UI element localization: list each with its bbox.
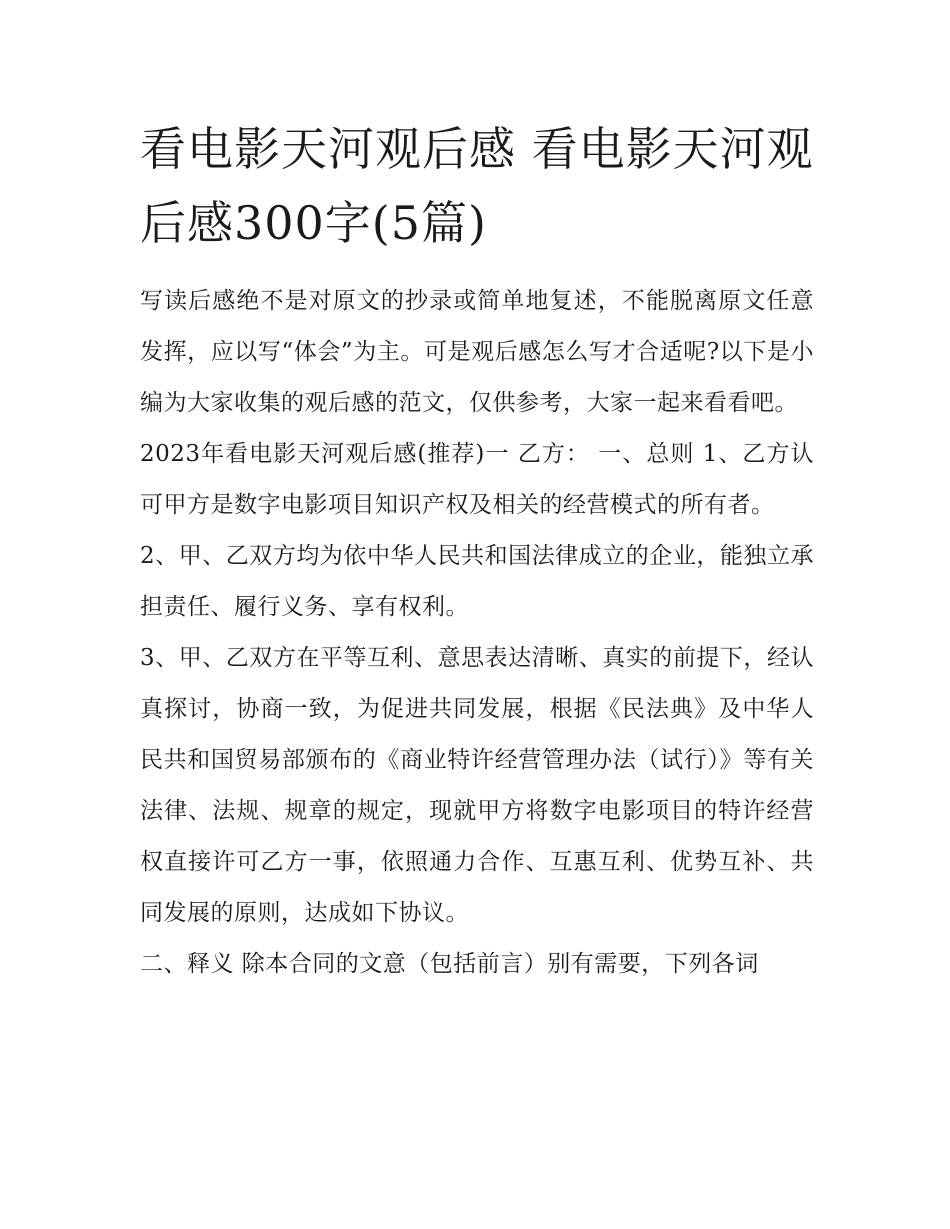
document-page xyxy=(140,112,814,990)
paragraph-definitions: 二、释义 除本合同的文意（包括前言）别有需要，下列各词 xyxy=(140,951,759,977)
paragraph-intro: 写读后感绝不是对原文的抄录或简单地复述，不能脱离原文任意发挥，应以写“体会”为主。可是观后感怎么写才合适呢?以下是小编为大家收集的观后感的范文，仅供参考，大家一起来看看吧。 xyxy=(140,288,814,416)
paragraph-general-terms: 2023年看电影天河观后感(推荐)一 乙方： 一、总则 1、乙方认可甲方是数字电影项目知识产权及相关的经营模式的所有者。 xyxy=(140,441,814,518)
document-title: 看电影天河观后感 看电影天河观后感300字(5篇) xyxy=(140,122,814,250)
paragraph-clause-2: 2、甲、乙双方均为依中华人民共和国法律成立的企业，能独立承担责任、履行义务、享有权利。 xyxy=(140,543,814,620)
paragraph-clause-3: 3、甲、乙双方在平等互利、意思表达清晰、真实的前提下，经认真探讨，协商一致，为促进共同发展，根据《民法典》及中华人民共和国贸易部颁布的《商业特许经营管理办法（试行）》等有关法律、法规、规章的规定，现就甲方将数字电影项目的特许经营权直接许可乙方一事，依照通力合作、互惠互利、优势互补、共同发展的原则，达成如下协议。 xyxy=(140,645,814,926)
